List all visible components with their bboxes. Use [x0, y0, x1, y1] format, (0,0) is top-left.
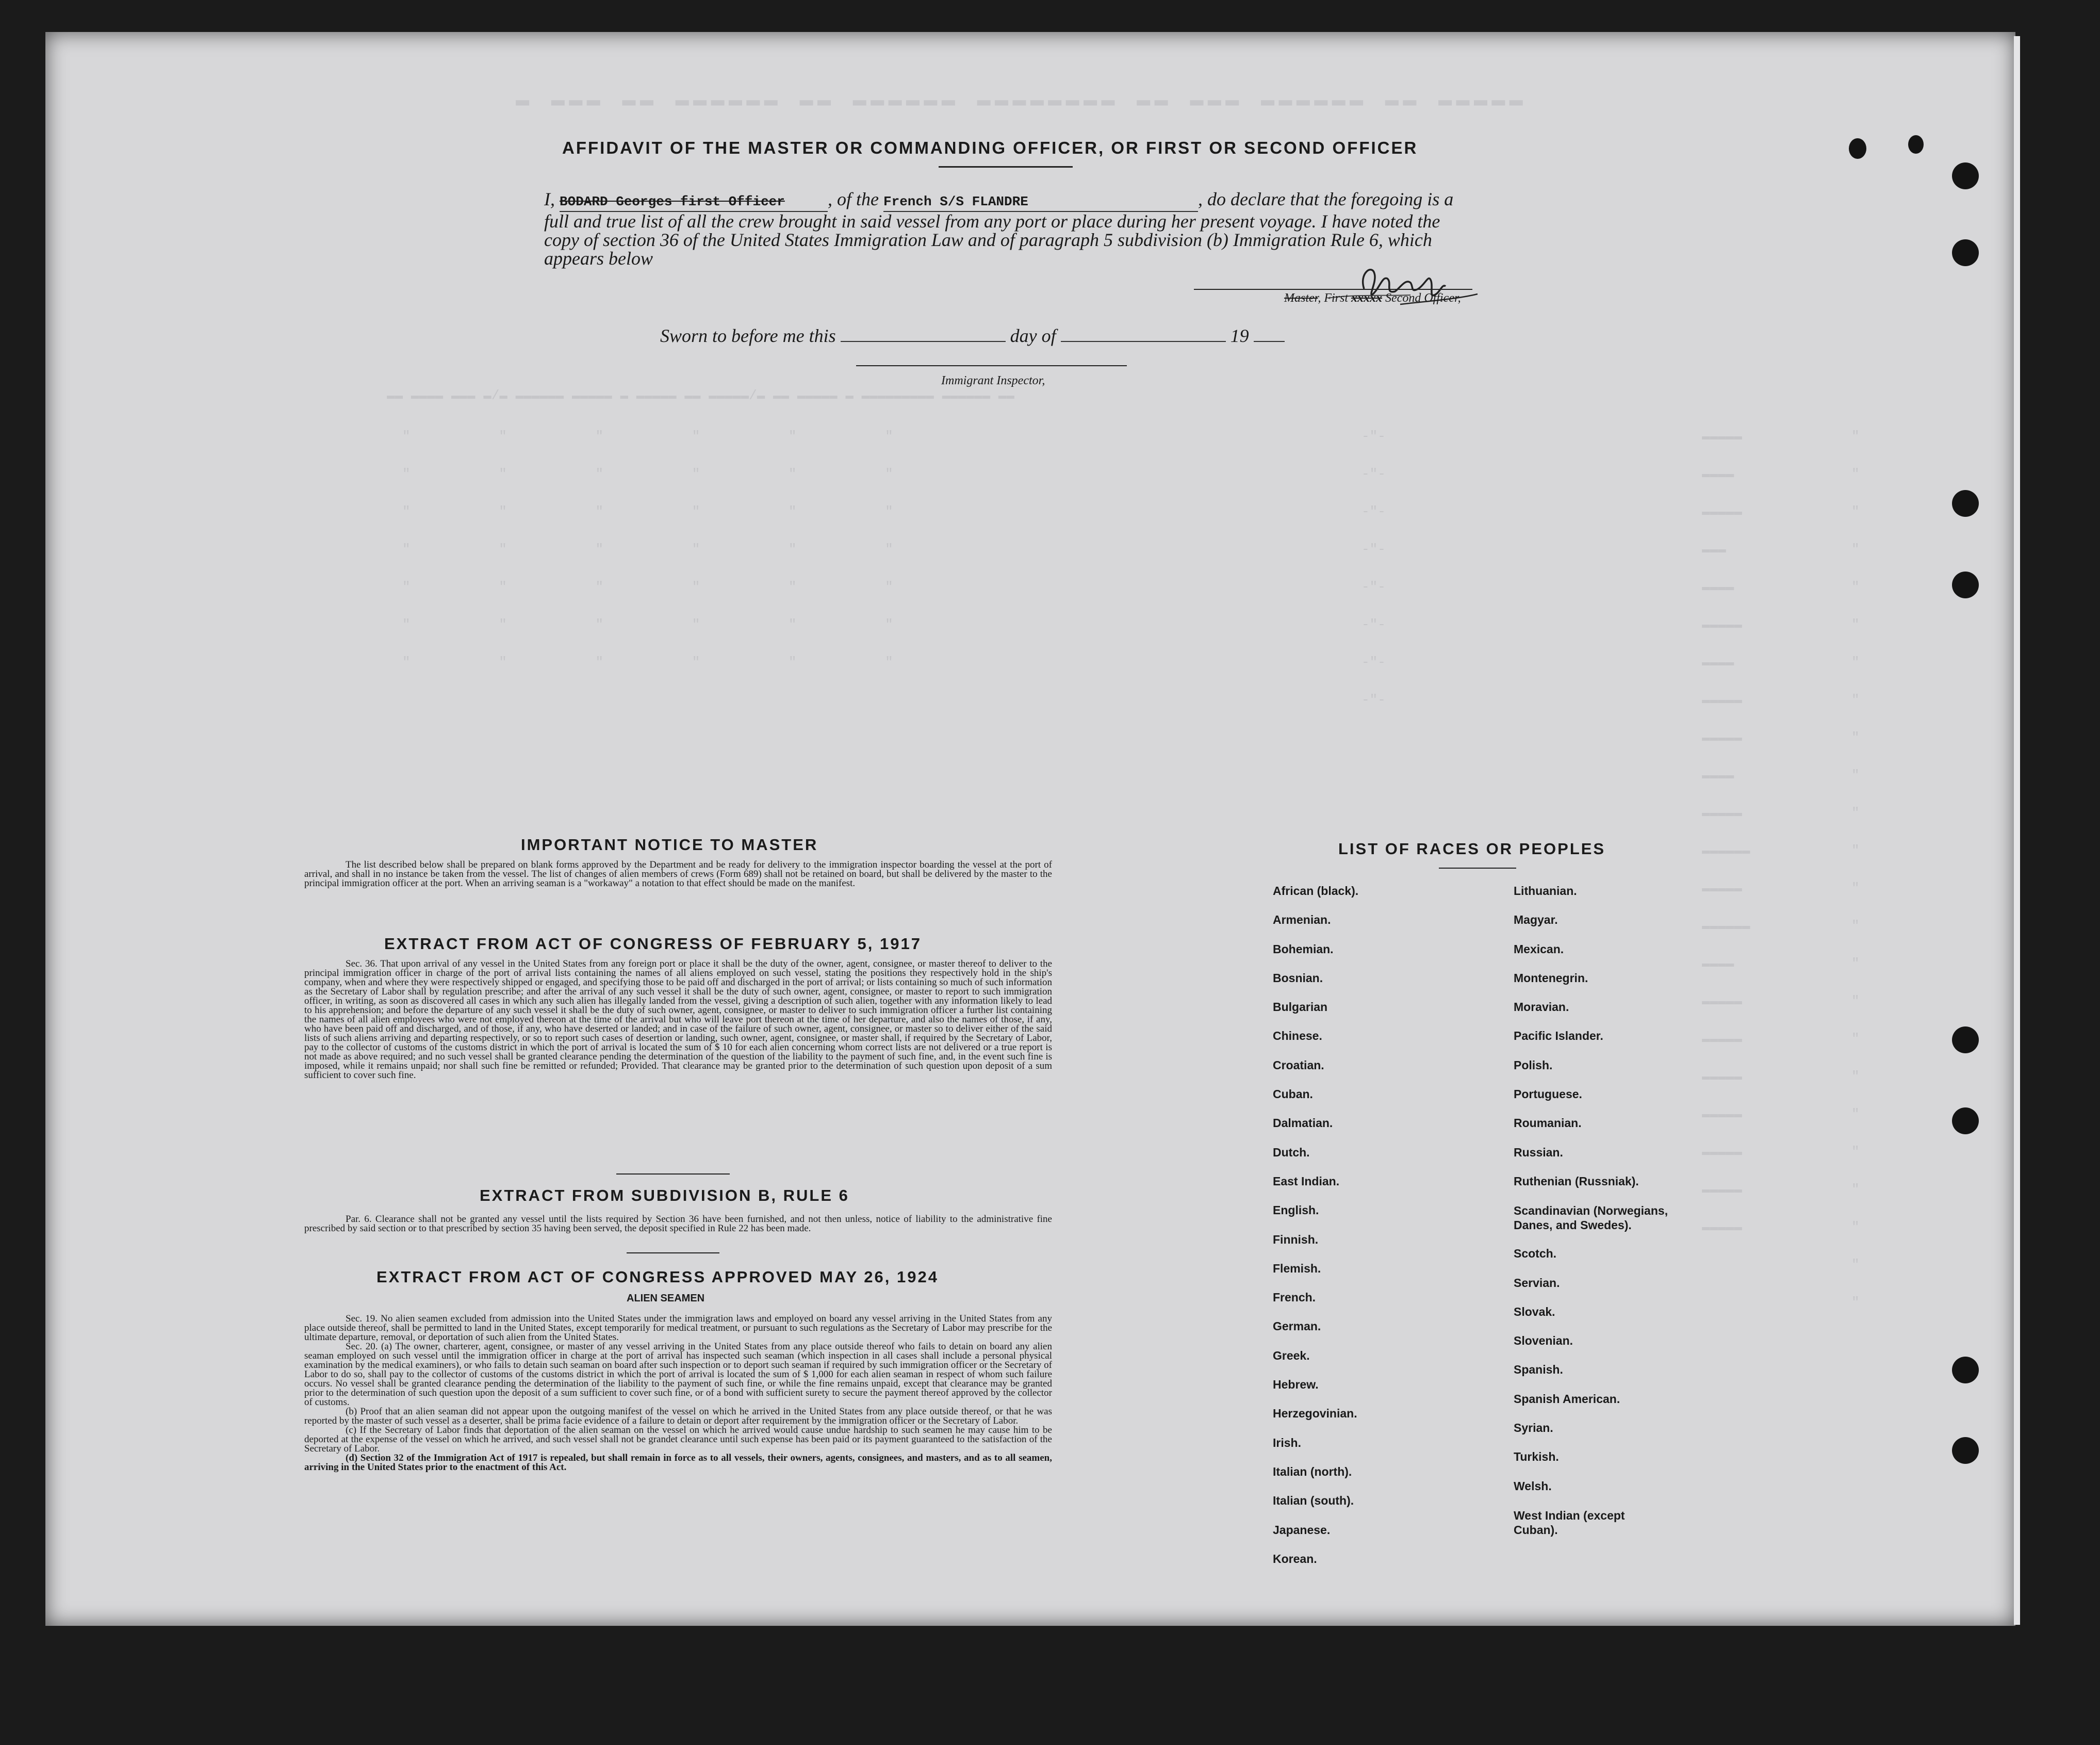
extract-1917-title: EXTRACT FROM ACT OF CONGRESS OF FEBRUARY 5, 1917: [384, 935, 922, 953]
race-item: Syrian.: [1514, 1421, 1553, 1435]
race-item: Turkish.: [1514, 1450, 1559, 1464]
of-the-label: , of the: [828, 189, 879, 209]
declarant-name-field: [560, 190, 828, 212]
binder-hole: [1952, 1107, 1979, 1134]
ink-blot: [1849, 138, 1866, 159]
race-item: Armenian.: [1273, 913, 1331, 927]
race-item: Pacific Islander.: [1514, 1029, 1603, 1043]
race-item: Ruthenian (Russniak).: [1514, 1174, 1639, 1188]
race-item: Herzegovinian.: [1273, 1407, 1357, 1421]
vessel-name: French S/S FLANDRE: [883, 194, 1028, 209]
race-item: Bosnian.: [1273, 971, 1323, 985]
race-item: Moravian.: [1514, 1000, 1569, 1014]
race-item: Scotch.: [1514, 1247, 1557, 1261]
caption-first: , First: [1318, 291, 1349, 305]
extract-1917-text: Sec. 36. That upon arrival of any vessel in the United States from any foreign port or place it shall be the duty of the owner, agent, consignee, or master thereof to deliver to the principal immigration officer in charge of the port of arrival lists containing the names of all aliens employed on such vessel, stating the positions they respectively hold in the ship's company, when and where they were respectively shipped or engaged, and specifying those to be paid off and discharged in the port of arrival; or lists containing so much of such information as the Secretary of Labor shall by regulation prescribe; and after the arrival of any such vessel it shall be the duty of such owner, agent, consignee, or master to report to such immigration officer, in writing, as soon as discovered all cases in which any such alien has illegally landed from the vessel, giving a description of such alien, together with any information likely to lead to his apprehension; and before the departure of any such vessel it shall be the duty of such owner, agent, consignee, or master to deliver to such immigration officer a further list containing the names of all alien employees who were not employed thereon at the time of the arrival but who will leave port thereon at the time of her departure, and also the names of those, if any, who have been paid off and discharged, and of those, if any, who have deserted or landed; and in case of the failure of such owner, agent, consignee, or master so to deliver either of the said lists of such aliens arriving and departing respectively, or so to report such cases of desertion or landing, such owner, agent, consignee, or master shall, if required by the Secretary of Labor, pay to the collector of customs of the customs district in which the port of arrival is located the sum of $ 10 for each alien concerning whom correct lists are not delivered or a true report is not made as above required; and no such vessel shall be granted clearance pending the determination of the question of the liability to the payment of such fine, and, in the event such fine is imposed, while it remains unpaid; nor shall such fine be remitted or refunded; Provided. That clearance may be granted prior to the determination of such question upon deposit of a sum sufficient to cover such fine.: [304, 958, 1052, 1081]
race-item: Dalmatian.: [1273, 1116, 1333, 1130]
year-prefix: 19: [1230, 325, 1249, 346]
alien-seamen-subtitle: ALIEN SEAMEN: [627, 1293, 705, 1304]
binder-hole: [1952, 490, 1979, 517]
race-item: Bohemian.: [1273, 942, 1334, 956]
caption-end: Second Officer,: [1385, 291, 1461, 305]
race-item: French.: [1273, 1291, 1316, 1304]
title-underline: [939, 166, 1073, 168]
inspector-signature-line: [856, 365, 1127, 366]
binder-hole: [1952, 162, 1979, 189]
race-item: Mexican.: [1514, 942, 1564, 956]
race-item: Japanese.: [1273, 1523, 1331, 1537]
day-of-label: day of: [1010, 325, 1056, 346]
section-divider: [627, 1252, 719, 1253]
race-item: Spanish American.: [1514, 1392, 1620, 1406]
vessel-field: [883, 190, 1198, 212]
race-item: Scandinavian (Norwegians, Danes, and Swedes).: [1514, 1204, 1668, 1232]
race-item: Greek.: [1273, 1348, 1310, 1362]
section-divider: [616, 1173, 730, 1175]
race-item: Welsh.: [1514, 1479, 1552, 1493]
binder-hole: [1952, 572, 1979, 598]
signature-caption: [1284, 291, 1461, 305]
races-column-1: [1273, 884, 1438, 1581]
race-item: African (black).: [1273, 884, 1359, 898]
race-item: Bulgarian: [1273, 1000, 1328, 1014]
binder-hole: [1952, 1437, 1979, 1464]
extract-1924-title: EXTRACT FROM ACT OF CONGRESS APPROVED MAY 26, 1924: [376, 1268, 939, 1286]
extract-rule6-text: Par. 6. Clearance shall not be granted any vessel until the lists required by Section 36 have been furnished, and not then unless, notice of liability to the administrative fine prescribed by said section or to that prescribed by section 35 having been served, the deposit specified in Rule 22 has been made.: [304, 1214, 1052, 1234]
race-item: Croatian.: [1273, 1058, 1324, 1072]
race-item: Cuban.: [1273, 1087, 1313, 1101]
sec-20a-text: Sec. 20. (a) The owner, charterer, agent, consignee, or master of any vessel arriving in the United States from any place outside thereof who fails to detain on board any alien seaman employed on such vessel until the immigration officer in charge at the port of arrival has inspected such seaman (which inspection in all cases shall include a personal physical examination by the medical examiners), or who fails to detain such seaman on board after such inspection or to deport such seaman if required by such immigration officer or the Secretary of Labor to do so, shall pay to the collector of customs of the customs district in which the port of arrival is located the sum of $ 1,000 for each alien seaman in respect of whom such failure occurs. No vessel shall be granted clearance pending the determination of the liability to the payment of such fine, or while the fine remains unpaid, except that clearance may be granted prior to the determination of such question upon the deposit of a sum sufficient to cover such fine, or of a bond with sufficient surety to secure the payment thereof approved by the collector of customs.: [304, 1341, 1052, 1408]
caption-crossed: xxxxx: [1351, 291, 1383, 305]
sworn-year-field: [1254, 341, 1285, 342]
race-item: Hebrew.: [1273, 1378, 1319, 1392]
sec-19-text: Sec. 19. No alien seamen excluded from admission into the United States under the immigration laws and employed on board any vessel arriving in the United States from any place outside thereof, shall be permitted to land in the United States, except temporarily for medical treatment, or pursuant to such regulations as the Secretary of Labor may prescribe for the ultimate departure, removal, or deportation of such alien from the United States.: [304, 1313, 1052, 1343]
race-item: Flemish.: [1273, 1261, 1321, 1275]
race-item: Spanish.: [1514, 1363, 1563, 1377]
binder-hole: [1952, 1026, 1979, 1053]
race-item: Irish.: [1273, 1436, 1301, 1449]
race-item: Polish.: [1514, 1058, 1553, 1072]
race-item: Russian.: [1514, 1145, 1563, 1159]
do-declare-label: , do declare: [1197, 189, 1286, 209]
notice-title: IMPORTANT NOTICE TO MASTER: [521, 836, 818, 854]
race-item: Italian (south).: [1273, 1494, 1354, 1508]
binder-hole: [1952, 239, 1979, 266]
race-item: Lithuanian.: [1514, 884, 1577, 898]
sec-20d-text: (d) Section 32 of the Immigration Act of 1917 is repealed, but shall remain in force as to all vessels, their owners, agents, consignees, and masters, and as to all seamen, arriving in the United States prior to the enactment of this Act.: [304, 1453, 1052, 1473]
declaration-text: that the foregoing is a full and true list of all the crew brought in said vessel from any port or place during her present voyage. I have noted the copy of section 36 of the United States Immigration Law and of paragraph 5 subdivision (b) Immigration Rule 6, which appears below: [544, 189, 1454, 269]
race-item: Portuguese.: [1514, 1087, 1582, 1101]
race-item: Chinese.: [1273, 1029, 1322, 1043]
race-item: Slovak.: [1514, 1304, 1555, 1318]
caption-master: Master: [1284, 291, 1318, 305]
declarant-i-label: I,: [544, 189, 555, 209]
sec-20c-text: (c) If the Secretary of Labor finds that deportation of the alien seaman on the vessel on which he arrived would cause undue hardship to such seamen he may cause him to be deported at the expense of the vessel on which he arrived, and such vessel shall not be grandet clearance until such expense has been paid or its payment guaranteed to the satisfaction of the Secretary of Labor.: [304, 1425, 1052, 1454]
race-item: Montenegrin.: [1514, 971, 1588, 985]
race-item: Roumanian.: [1514, 1116, 1582, 1130]
race-item: Dutch.: [1273, 1145, 1310, 1159]
notice-text: The list described below shall be prepared on blank forms approved by the Department and be ready for delivery to the immigration inspector boarding the vessel at the port of arrival, and shall in no instance be taken from the vessel. The list of changes of alien members of crews (Form 689) shall not be retained on board, but shall be delivered by the master to the principal immigration officer at the port. When an arriving seaman is a "workaway" a notation to that effect should be made on the manifest.: [304, 859, 1052, 889]
sworn-day-field: [841, 341, 1006, 342]
race-item: Finnish.: [1273, 1232, 1319, 1246]
sworn-text: Sworn to before me this: [660, 325, 836, 346]
race-item: Slovenian.: [1514, 1334, 1573, 1348]
race-item: Italian (north).: [1273, 1464, 1352, 1478]
extract-1924-body: [304, 1314, 1052, 1472]
race-item: Servian.: [1514, 1276, 1560, 1290]
race-item: German.: [1273, 1319, 1321, 1333]
page-edge: [2014, 36, 2020, 1625]
extract-rule6-title: EXTRACT FROM SUBDIVISION B, RULE 6: [480, 1186, 849, 1204]
sec-20b-text: (b) Proof that an alien seaman did not appear upon the outgoing manifest of the vessel on which he arrived in the United States from any place outside thereof, or that he was reported by the master of such vessel as a deserter, shall be prima facie evidence of a failure to detain or deport after requirement by the immigration officer or the Secretary of Labor.: [304, 1406, 1052, 1426]
races-title: LIST OF RACES OR PEOPLES: [1338, 840, 1606, 858]
race-item: Korean.: [1273, 1552, 1317, 1565]
race-item: English.: [1273, 1203, 1319, 1217]
races-column-2: [1514, 884, 1699, 1537]
races-title-underline: [1439, 868, 1516, 869]
ink-blot: [1908, 135, 1924, 154]
race-item: West Indian (except Cuban).: [1514, 1508, 1625, 1537]
sworn-month-field: [1061, 341, 1226, 342]
declaration: [544, 190, 1478, 268]
signature-line: [1194, 289, 1472, 290]
inspector-label: Immigrant Inspector,: [941, 374, 1045, 387]
race-item: East Indian.: [1273, 1174, 1340, 1188]
sworn-line: [660, 325, 1285, 347]
binder-hole: [1952, 1357, 1979, 1383]
declarant-name: BODARD Georges first Officer: [560, 194, 785, 209]
affidavit-title: AFFIDAVIT OF THE MASTER OR COMMANDING OFFICER, OR FIRST OR SECOND OFFICER: [562, 138, 1418, 157]
race-item: Magyar.: [1514, 913, 1558, 927]
